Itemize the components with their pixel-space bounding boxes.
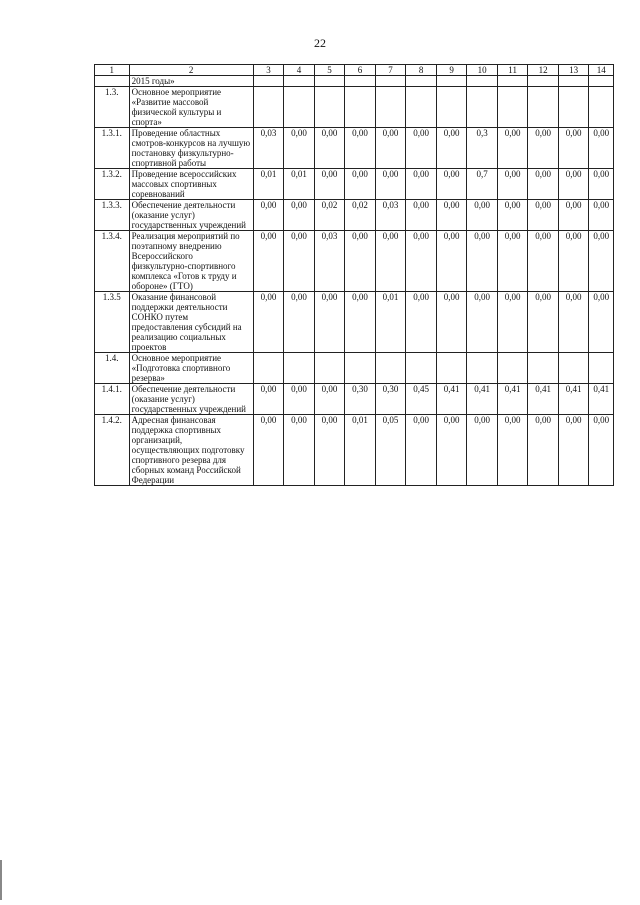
value-cell: 0,30 bbox=[375, 384, 406, 415]
table-cell bbox=[497, 76, 528, 87]
value-cell: 0,00 bbox=[345, 292, 376, 353]
value-cell: 0,00 bbox=[436, 231, 467, 292]
value-cell bbox=[497, 353, 528, 384]
value-cell: 0,00 bbox=[345, 128, 376, 169]
table-cell bbox=[406, 76, 437, 87]
value-cell: 0,00 bbox=[589, 231, 614, 292]
value-cell: 0,00 bbox=[345, 169, 376, 200]
row-code: 1.4.2. bbox=[95, 415, 130, 486]
value-cell: 0,00 bbox=[253, 200, 284, 231]
value-cell: 0,00 bbox=[436, 200, 467, 231]
table-row bbox=[95, 231, 614, 292]
column-header: 14 bbox=[589, 65, 614, 76]
value-cell: 0,00 bbox=[467, 415, 498, 486]
value-cell bbox=[314, 353, 345, 384]
value-cell: 0,00 bbox=[284, 384, 315, 415]
value-cell: 0,05 bbox=[375, 415, 406, 486]
value-cell: 0,00 bbox=[253, 292, 284, 353]
table-row bbox=[95, 169, 614, 200]
value-cell: 0,00 bbox=[467, 231, 498, 292]
column-header: 1 bbox=[95, 65, 130, 76]
table-cell bbox=[467, 76, 498, 87]
value-cell bbox=[558, 87, 589, 128]
table-cell bbox=[345, 76, 376, 87]
table-row bbox=[95, 128, 614, 169]
value-cell: 0,00 bbox=[497, 231, 528, 292]
table-row bbox=[95, 292, 614, 353]
value-cell: 0,41 bbox=[436, 384, 467, 415]
column-header: 10 bbox=[467, 65, 498, 76]
column-header: 7 bbox=[375, 65, 406, 76]
value-cell: 0,00 bbox=[589, 169, 614, 200]
value-cell: 0,00 bbox=[253, 384, 284, 415]
value-cell: 0,00 bbox=[284, 231, 315, 292]
value-cell: 0,00 bbox=[497, 200, 528, 231]
row-name: Обеспечение деятельности (оказание услуг) государственных учреждений bbox=[129, 384, 253, 415]
value-cell: 0,00 bbox=[284, 292, 315, 353]
row-code: 1.3.3. bbox=[95, 200, 130, 231]
value-cell: 0,00 bbox=[497, 169, 528, 200]
column-header: 2 bbox=[129, 65, 253, 76]
table-row bbox=[95, 415, 614, 486]
value-cell: 0,00 bbox=[528, 292, 559, 353]
value-cell bbox=[558, 353, 589, 384]
value-cell bbox=[497, 87, 528, 128]
row-code: 1.4. bbox=[95, 353, 130, 384]
value-cell: 0,03 bbox=[253, 128, 284, 169]
row-name: Основное мероприятие «Подготовка спортивного резерва» bbox=[129, 353, 253, 384]
row-name: Обеспечение деятельности (оказание услуг) государственных учреждений bbox=[129, 200, 253, 231]
value-cell: 0,00 bbox=[589, 200, 614, 231]
value-cell: 0,41 bbox=[528, 384, 559, 415]
value-cell: 0,45 bbox=[406, 384, 437, 415]
column-header: 6 bbox=[345, 65, 376, 76]
value-cell bbox=[314, 87, 345, 128]
value-cell: 0,00 bbox=[314, 169, 345, 200]
table-cell bbox=[375, 76, 406, 87]
table-cell bbox=[528, 76, 559, 87]
value-cell bbox=[406, 353, 437, 384]
column-header: 8 bbox=[406, 65, 437, 76]
table-cell bbox=[253, 76, 284, 87]
value-cell: 0,00 bbox=[589, 415, 614, 486]
scan-edge-mark bbox=[0, 860, 2, 900]
column-header: 5 bbox=[314, 65, 345, 76]
value-cell: 0,00 bbox=[467, 200, 498, 231]
value-cell bbox=[436, 353, 467, 384]
value-cell: 0,00 bbox=[558, 415, 589, 486]
value-cell: 0,3 bbox=[467, 128, 498, 169]
value-cell bbox=[345, 87, 376, 128]
value-cell: 0,00 bbox=[345, 231, 376, 292]
column-header: 9 bbox=[436, 65, 467, 76]
table-cell bbox=[314, 76, 345, 87]
column-header: 3 bbox=[253, 65, 284, 76]
row-code: 1.3. bbox=[95, 87, 130, 128]
value-cell: 0,00 bbox=[406, 415, 437, 486]
value-cell bbox=[589, 353, 614, 384]
table-cell bbox=[589, 76, 614, 87]
column-header: 12 bbox=[528, 65, 559, 76]
value-cell: 0,03 bbox=[375, 200, 406, 231]
value-cell: 0,00 bbox=[558, 169, 589, 200]
value-cell: 0,41 bbox=[497, 384, 528, 415]
table-cell bbox=[436, 76, 467, 87]
page-number: 22 bbox=[314, 36, 326, 50]
row-name: Проведение областных смотров-конкурсов на лучшую постановку физкультурно-спортивной работы bbox=[129, 128, 253, 169]
header-row bbox=[95, 65, 614, 76]
value-cell: 0,00 bbox=[406, 169, 437, 200]
column-header: 11 bbox=[497, 65, 528, 76]
value-cell bbox=[284, 353, 315, 384]
value-cell: 0,00 bbox=[436, 128, 467, 169]
row-name: Проведение всероссийских массовых спортивных соревнований bbox=[129, 169, 253, 200]
value-cell: 0,00 bbox=[314, 415, 345, 486]
value-cell: 0,30 bbox=[345, 384, 376, 415]
row-code: 1.4.1. bbox=[95, 384, 130, 415]
value-cell: 0,00 bbox=[497, 415, 528, 486]
value-cell: 0,7 bbox=[467, 169, 498, 200]
value-cell: 0,00 bbox=[284, 200, 315, 231]
column-header: 13 bbox=[558, 65, 589, 76]
value-cell: 0,00 bbox=[406, 200, 437, 231]
value-cell bbox=[589, 87, 614, 128]
value-cell: 0,00 bbox=[436, 169, 467, 200]
value-cell bbox=[467, 353, 498, 384]
value-cell: 0,00 bbox=[314, 384, 345, 415]
value-cell: 0,01 bbox=[375, 292, 406, 353]
value-cell: 0,00 bbox=[558, 231, 589, 292]
value-cell: 0,00 bbox=[558, 200, 589, 231]
table-cell bbox=[95, 76, 130, 87]
value-cell: 0,00 bbox=[497, 292, 528, 353]
value-cell: 0,41 bbox=[467, 384, 498, 415]
value-cell: 0,41 bbox=[589, 384, 614, 415]
table-row bbox=[95, 200, 614, 231]
value-cell: 0,00 bbox=[375, 128, 406, 169]
value-cell: 0,00 bbox=[375, 169, 406, 200]
row-code: 1.3.1. bbox=[95, 128, 130, 169]
value-cell: 0,01 bbox=[253, 169, 284, 200]
row-code: 1.3.5 bbox=[95, 292, 130, 353]
table-row bbox=[95, 353, 614, 384]
value-cell: 0,00 bbox=[497, 128, 528, 169]
value-cell bbox=[467, 87, 498, 128]
value-cell bbox=[253, 87, 284, 128]
value-cell: 0,00 bbox=[253, 415, 284, 486]
value-cell bbox=[253, 353, 284, 384]
table-row bbox=[95, 384, 614, 415]
value-cell bbox=[406, 87, 437, 128]
value-cell: 0,00 bbox=[314, 128, 345, 169]
continuation-text: 2015 годы» bbox=[129, 76, 253, 87]
row-code: 1.3.2. bbox=[95, 169, 130, 200]
row-code: 1.3.4. bbox=[95, 231, 130, 292]
value-cell: 0,00 bbox=[284, 128, 315, 169]
value-cell: 0,00 bbox=[467, 292, 498, 353]
value-cell: 0,00 bbox=[314, 292, 345, 353]
value-cell: 0,00 bbox=[436, 292, 467, 353]
value-cell: 0,00 bbox=[558, 292, 589, 353]
row-name: Основное мероприятие «Развитие массовой физической культуры и спорта» bbox=[129, 87, 253, 128]
value-cell: 0,00 bbox=[528, 169, 559, 200]
value-cell bbox=[284, 87, 315, 128]
value-cell bbox=[375, 87, 406, 128]
value-cell: 0,00 bbox=[589, 128, 614, 169]
value-cell bbox=[436, 87, 467, 128]
value-cell: 0,01 bbox=[284, 169, 315, 200]
value-cell: 0,00 bbox=[558, 128, 589, 169]
value-cell: 0,00 bbox=[284, 415, 315, 486]
value-cell: 0,01 bbox=[345, 415, 376, 486]
value-cell: 0,00 bbox=[528, 231, 559, 292]
value-cell: 0,00 bbox=[589, 292, 614, 353]
data-table bbox=[94, 64, 614, 486]
value-cell: 0,00 bbox=[406, 231, 437, 292]
value-cell: 0,00 bbox=[406, 292, 437, 353]
value-cell: 0,00 bbox=[375, 231, 406, 292]
value-cell bbox=[375, 353, 406, 384]
value-cell: 0,03 bbox=[314, 231, 345, 292]
row-name: Адресная финансовая поддержка спортивных организаций, осуществляющих подготовку спортивного резерва для сборных команд Российской Федерации bbox=[129, 415, 253, 486]
value-cell bbox=[345, 353, 376, 384]
value-cell: 0,02 bbox=[314, 200, 345, 231]
value-cell bbox=[528, 353, 559, 384]
column-header: 4 bbox=[284, 65, 315, 76]
table-row bbox=[95, 87, 614, 128]
row-name: Реализация мероприятий по поэтапному внедрению Всероссийского физкультурно-спортивного комплекса «Готов к труду и обороне» (ГТО) bbox=[129, 231, 253, 292]
value-cell bbox=[528, 87, 559, 128]
continuation-row bbox=[95, 76, 614, 87]
table-cell bbox=[284, 76, 315, 87]
table-cell bbox=[558, 76, 589, 87]
row-name: Оказание финансовой поддержки деятельности СОНКО путем предоставления субсидий на реализацию социальных проектов bbox=[129, 292, 253, 353]
value-cell: 0,00 bbox=[528, 415, 559, 486]
value-cell: 0,00 bbox=[436, 415, 467, 486]
value-cell: 0,00 bbox=[253, 231, 284, 292]
value-cell: 0,00 bbox=[528, 128, 559, 169]
value-cell: 0,02 bbox=[345, 200, 376, 231]
value-cell: 0,00 bbox=[406, 128, 437, 169]
value-cell: 0,00 bbox=[528, 200, 559, 231]
value-cell: 0,41 bbox=[558, 384, 589, 415]
